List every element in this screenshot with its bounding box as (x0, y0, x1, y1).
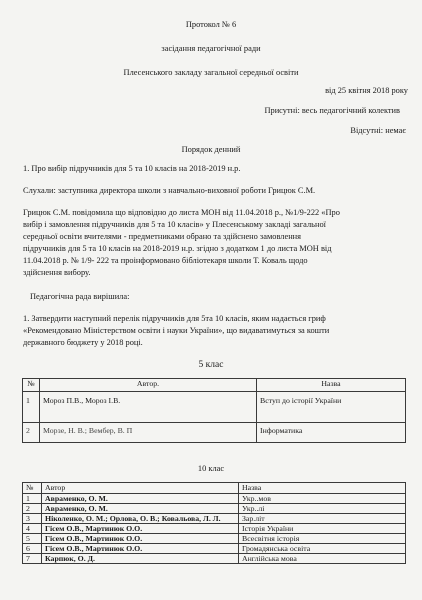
grade10-heading: 10 клас (197, 464, 225, 473)
header-number: № (23, 483, 42, 494)
cell-author: Авраменко, О. М. (42, 504, 239, 514)
cell-title: Англійська мова (239, 554, 406, 564)
cell-author: Мороз П.В., Мороз І.В. (40, 392, 257, 423)
header-title: Назва (257, 379, 406, 392)
cell-number: 5 (23, 534, 42, 544)
table-row (23, 423, 406, 443)
table-header-row (23, 483, 406, 494)
heard-line: Слухали: заступника директора школи з навчально-виховної роботи Грицюк С.М. (23, 186, 316, 195)
agenda-item: 1. Про вибір підручників для 5 та 10 класів на 2018-2019 н.р. (23, 164, 241, 173)
decision-line: державного бюджету у 2018 році. (23, 338, 143, 347)
table-row (23, 392, 406, 423)
decision-line: 1. Затвердити наступний перелік підручників для 5та 10 класів, яким надається гриф (23, 314, 326, 323)
cell-author: Авраменко, О. М. (42, 494, 239, 504)
cell-title: Укр..мов (239, 494, 406, 504)
table-row (23, 504, 406, 514)
report-line: підручників для 5 та 10 класів на 2018-2019 н.р. згідно з додатком 1 до листа МОН від (23, 244, 332, 253)
header-number: № (23, 379, 40, 392)
cell-number: 1 (23, 494, 42, 504)
table-row (23, 534, 406, 544)
grade5-table (22, 378, 406, 443)
cell-title: Історія України (239, 524, 406, 534)
cell-number: 4 (23, 524, 42, 534)
grade10-table (22, 482, 406, 564)
header-author: Автор. (40, 379, 257, 392)
decision-line: «Рекомендовано Міністерством освіти і науки України», що видаватимуться за кошти (23, 326, 330, 335)
absent-line: Відсутні: немає (350, 126, 406, 135)
cell-title: Всесвітня історія (239, 534, 406, 544)
header-title: Назва (239, 483, 406, 494)
cell-title: Укр..лі (239, 504, 406, 514)
protocol-title: Протокол № 6 (185, 20, 237, 29)
table-row (23, 554, 406, 564)
cell-author: Морзе, Н. В.; Вембер, В. П (40, 423, 257, 443)
table-row (23, 494, 406, 504)
cell-number: 3 (23, 514, 42, 524)
cell-title: Інформатика (257, 423, 406, 443)
cell-author: Гісем О.В., Мартинюк О.О. (42, 534, 239, 544)
report-line: здійснення вибору. (23, 268, 91, 277)
cell-title: Вступ до історії України (257, 392, 406, 423)
institution-name: Плесенського закладу загальної середньої освіти (123, 68, 299, 77)
cell-number: 6 (23, 544, 42, 554)
cell-number: 2 (23, 504, 42, 514)
cell-author: Карпюк, О. Д. (42, 554, 239, 564)
agenda-heading: Порядок денний (181, 145, 241, 154)
header-author: Автор (42, 483, 239, 494)
cell-author: Гісем О.В., Мартинюк О.О. (42, 544, 239, 554)
meeting-subtitle: засідання педагогічної ради (161, 44, 261, 53)
table-row (23, 544, 406, 554)
cell-author: Гісем О.В., Мартинюк О.О. (42, 524, 239, 534)
meeting-date: від 25 квітня 2018 року (325, 86, 408, 95)
report-line: 11.04.2018 р. № 1/9- 222 та проінформовано бібліотекаря школи Т. Коваль щодо (23, 256, 308, 265)
table-row (23, 524, 406, 534)
cell-number: 1 (23, 392, 40, 423)
table-header-row (23, 379, 406, 392)
cell-number: 2 (23, 423, 40, 443)
report-line: вибір і замовлення підручників для 5 та 10 класів» у Плесенському закладі загальної (23, 220, 326, 229)
cell-number: 7 (23, 554, 42, 564)
present-line: Присутні: весь педагогічний колектив (264, 106, 400, 115)
cell-author: Ніколенко, О. М.; Орлова, О. В.; Ковальова, Л. Л. (42, 514, 239, 524)
report-line: Грицюк С.М. повідомила що відповідно до листа МОН від 11.04.2018 р., №1/9-222 «Про (23, 208, 340, 217)
grade5-heading: 5 клас (198, 360, 224, 370)
report-line: середньої освіти вчителями - предметниками обрано та здійснено замовлення (23, 232, 302, 241)
table-row (23, 514, 406, 524)
resolved-line: Педагогічна рада вирішила: (30, 292, 130, 301)
cell-title: Громадянська освіта (239, 544, 406, 554)
cell-title: Зар.літ (239, 514, 406, 524)
